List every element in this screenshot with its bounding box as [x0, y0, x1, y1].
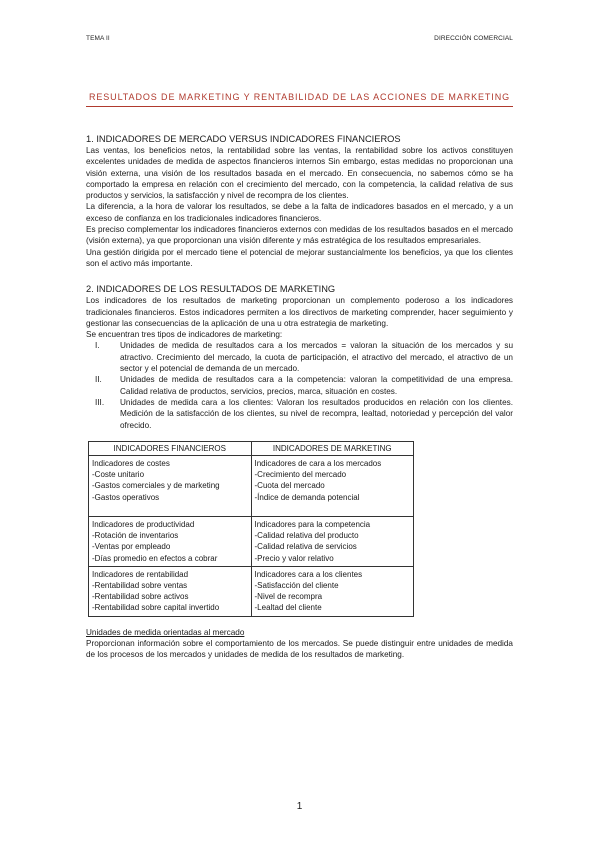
list-item-number: I.: [95, 341, 100, 351]
section-2-intro: Los indicadores de los resultados de marketing proporcionan un complemento poderoso a los indicadores tradicionales financieros. Estos indicadores permiten a los directivos de marketing comprender, hacer seguimiento y gestionar las consecuencias de la aplicación de una u otra estrategia de marketing.: [86, 296, 513, 328]
cell-line: -Precio y valor relativo: [254, 553, 334, 563]
cell-line: -Gastos operativos: [92, 492, 160, 502]
cell-line: -Rotación de inventarios: [92, 531, 179, 541]
indicator-types-list: [86, 340, 513, 430]
cell-line: -Rentabilidad sobre capital invertido: [92, 603, 220, 613]
header-subject: DIRECCIÓN COMERCIAL: [434, 35, 513, 42]
list-item-number: III.: [95, 397, 105, 407]
cell-line: -Calidad relativa del producto: [254, 531, 359, 541]
cell-line: -Nivel de recompra: [254, 592, 323, 602]
section-1-paragraph: Una gestión dirigida por el mercado tiene el potencial de mejorar sustancialmente los beneficios, ya que los clientes son el activo más importante.: [86, 247, 513, 268]
section-2-types-intro: Se encuentran tres tipos de indicadores de marketing:: [86, 330, 283, 340]
table-header-financial: INDICADORES FINANCIEROS: [89, 441, 252, 455]
list-item-text: Unidades de medida de resultados cara a la competencia: valoran la competitividad de una empresa. Calidad relativa de productos, servicios, precios, marca, situación en costes.: [120, 375, 513, 396]
section-1-paragraph: La diferencia, a la hora de valorar los resultados, se debe a la falta de indicadores basados en el mercado, y a un exceso de confianza en los tradicionales indicadores financieros.: [86, 202, 513, 223]
table-row: [89, 566, 414, 616]
list-item: [86, 340, 513, 374]
cell-line: -Cuota del mercado: [254, 481, 325, 491]
table-header-row: [89, 441, 414, 455]
list-item-text: Unidades de medida de resultados cara a los mercados = valoran la situación de los mercados y su atractivo. Crecimiento del mercado, la cuota de participación, el atractivo del mercado, el atractivo de un sector y el potencial de demanda de un mercado.: [120, 341, 513, 374]
table-row: [89, 456, 414, 517]
cell-line: -Lealtad del cliente: [254, 603, 322, 613]
cell-line: Indicadores de rentabilidad: [92, 569, 189, 579]
list-item-text: Unidades de medida cara a los clientes: Valoran los resultados producidos en relación con los clientes. Medición de la satisfacción de los clientes, su nivel de recompra, lealtad, notoriedad y percepción del valor ofrecido.: [120, 397, 513, 430]
table-cell: [251, 456, 414, 517]
section-1-paragraph: Es preciso complementar los indicadores financieros externos con medidas de los resultados basados en el mercado (visión externa), ya que proporcionan una visión diferente y más estratégica de los resultados empresariales.: [86, 225, 513, 246]
table-cell: [89, 456, 252, 517]
cell-line: -Coste unitario: [92, 470, 145, 480]
list-item-number: II.: [95, 375, 102, 385]
cell-line: [255, 503, 411, 514]
section-2-heading: 2. INDICADORES DE LOS RESULTADOS DE MARKETING: [86, 284, 336, 295]
page-number: 1: [296, 801, 303, 812]
cell-line: -Calidad relativa de servicios: [254, 542, 357, 552]
section-1-paragraph: Las ventas, los beneficios netos, la rentabilidad sobre las ventas, la rentabilidad sobre los activos constituyen excelentes unidades de medida de aspectos financieros internos Sin embargo, estas medidas no proporcionan una visión externa, una visión de los resultados basada en el mercado. En consecuencia, no sabemos cómo se ha comportado la empresa en relación con el crecimiento del mercado, con la competencia, la calidad relativa de sus productos y servicios, la satisfacción y nivel de recompra de los clientes.: [86, 146, 513, 201]
cell-line: -Ventas por empleado: [92, 542, 171, 552]
document-title: RESULTADOS DE MARKETING Y RENTABILIDAD DE LAS ACCIONES DE MARKETING: [88, 92, 511, 102]
cell-line: -Satisfacción del cliente: [254, 581, 339, 591]
cell-line: Indicadores de costes: [92, 459, 170, 469]
cell-line: -Rentabilidad sobre activos: [92, 592, 189, 602]
section-gap: [86, 269, 513, 283]
indicators-table: [88, 441, 414, 617]
section-3-heading: Unidades de medida orientadas al mercado: [86, 627, 245, 637]
document-body: [86, 133, 513, 661]
cell-line: -Rentabilidad sobre ventas: [92, 581, 188, 591]
list-item: [86, 397, 513, 431]
table-cell: [89, 566, 252, 616]
cell-line: Indicadores de cara a los mercados: [254, 459, 382, 469]
table-row: [89, 517, 414, 567]
title-underline: [86, 106, 513, 107]
section-3-paragraph: Proporcionan información sobre el comportamiento de los mercados. Se puede distinguir entre unidades de medida de los procesos de los mercados y unidades de medida de los resultados de marketing.: [86, 638, 513, 660]
cell-line: Indicadores cara a los clientes: [254, 569, 363, 579]
table-cell: [251, 517, 414, 567]
cell-line: -Crecimiento del mercado: [254, 470, 347, 480]
section-1-heading: 1. INDICADORES DE MERCADO VERSUS INDICADORES FINANCIEROS: [86, 134, 401, 144]
cell-line: -Gastos comerciales y de marketing: [92, 481, 220, 491]
table-cell: [89, 517, 252, 567]
table-cell: [251, 566, 414, 616]
cell-line: Indicadores de productividad: [92, 520, 195, 530]
table-header-marketing: INDICADORES DE MARKETING: [251, 441, 414, 455]
header-topic: TEMA II: [86, 35, 110, 42]
cell-line: -Días promedio en efectos a cobrar: [92, 553, 218, 563]
cell-line: Indicadores para la competencia: [254, 520, 371, 530]
section-gap: [86, 617, 513, 627]
cell-line: [92, 503, 248, 514]
cell-line: -Índice de demanda potencial: [254, 492, 360, 502]
list-item: [86, 374, 513, 397]
